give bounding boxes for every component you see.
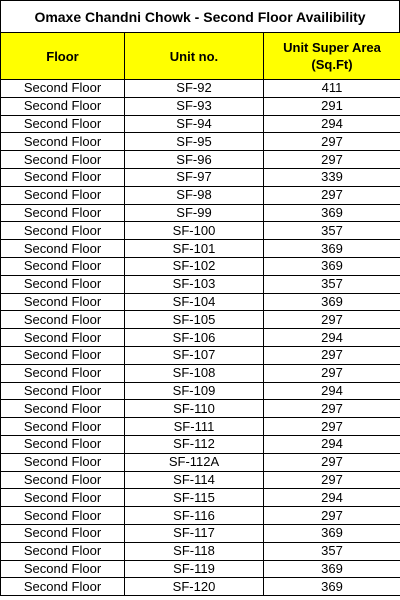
table-row [1,542,400,560]
cell-floor: Second Floor [1,471,125,489]
cell-floor: Second Floor [1,364,125,382]
cell-unit-no: SF-97 [125,168,264,186]
header-area-line1: Unit Super Area [283,40,381,55]
cell-floor: Second Floor [1,97,125,115]
cell-floor: Second Floor [1,151,125,169]
cell-floor: Second Floor [1,507,125,525]
table-row [1,329,400,347]
table-row [1,151,400,169]
table-row [1,222,400,240]
table-row [1,275,400,293]
cell-unit-area: 339 [264,168,400,186]
cell-unit-area: 297 [264,186,400,204]
cell-unit-no: SF-111 [125,418,264,436]
table-row [1,418,400,436]
cell-unit-area: 291 [264,97,400,115]
cell-unit-no: SF-112A [125,453,264,471]
table-row [1,489,400,507]
table-row [1,186,400,204]
cell-unit-area: 369 [264,204,400,222]
cell-unit-no: SF-108 [125,364,264,382]
cell-unit-no: SF-120 [125,578,264,596]
cell-unit-no: SF-118 [125,542,264,560]
cell-floor: Second Floor [1,240,125,258]
cell-floor: Second Floor [1,524,125,542]
cell-unit-area: 297 [264,133,400,151]
table-row [1,382,400,400]
cell-unit-area: 297 [264,471,400,489]
cell-unit-no: SF-106 [125,329,264,347]
cell-floor: Second Floor [1,80,125,98]
header-area-line2: (Sq.Ft) [311,57,353,72]
table-row [1,435,400,453]
cell-unit-area: 357 [264,222,400,240]
cell-floor: Second Floor [1,168,125,186]
cell-floor: Second Floor [1,329,125,347]
cell-floor: Second Floor [1,382,125,400]
cell-unit-area: 369 [264,524,400,542]
cell-floor: Second Floor [1,257,125,275]
header-unit-no: Unit no. [125,33,264,80]
table-row [1,578,400,596]
availability-table [0,32,400,596]
cell-unit-no: SF-114 [125,471,264,489]
table-body [1,80,400,596]
table-row [1,560,400,578]
cell-unit-no: SF-93 [125,97,264,115]
header-floor: Floor [1,33,125,80]
header-row [1,33,400,80]
cell-floor: Second Floor [1,435,125,453]
cell-unit-area: 369 [264,240,400,258]
table-row [1,364,400,382]
cell-unit-no: SF-110 [125,400,264,418]
cell-unit-area: 297 [264,400,400,418]
cell-floor: Second Floor [1,204,125,222]
cell-floor: Second Floor [1,275,125,293]
table-row [1,168,400,186]
cell-unit-area: 297 [264,453,400,471]
cell-unit-area: 357 [264,275,400,293]
table-row [1,133,400,151]
cell-unit-no: SF-116 [125,507,264,525]
table-row [1,257,400,275]
sheet-title: Omaxe Chandni Chowk - Second Floor Availibility [0,0,400,32]
cell-unit-area: 369 [264,293,400,311]
cell-floor: Second Floor [1,489,125,507]
cell-floor: Second Floor [1,453,125,471]
cell-unit-no: SF-102 [125,257,264,275]
cell-floor: Second Floor [1,578,125,596]
cell-unit-no: SF-109 [125,382,264,400]
cell-unit-no: SF-94 [125,115,264,133]
cell-unit-no: SF-107 [125,346,264,364]
cell-floor: Second Floor [1,418,125,436]
table-row [1,346,400,364]
cell-unit-area: 294 [264,435,400,453]
cell-floor: Second Floor [1,560,125,578]
cell-unit-area: 294 [264,329,400,347]
cell-unit-no: SF-95 [125,133,264,151]
cell-unit-no: SF-112 [125,435,264,453]
table-row [1,311,400,329]
header-unit-super-area [264,33,400,80]
table-row [1,97,400,115]
cell-unit-no: SF-117 [125,524,264,542]
table-row [1,80,400,98]
table-row [1,471,400,489]
table-row [1,204,400,222]
cell-unit-area: 294 [264,115,400,133]
cell-unit-area: 369 [264,560,400,578]
cell-floor: Second Floor [1,400,125,418]
cell-unit-area: 297 [264,311,400,329]
cell-unit-area: 297 [264,364,400,382]
cell-unit-no: SF-96 [125,151,264,169]
cell-floor: Second Floor [1,186,125,204]
cell-unit-no: SF-104 [125,293,264,311]
cell-unit-area: 369 [264,257,400,275]
cell-unit-no: SF-101 [125,240,264,258]
cell-floor: Second Floor [1,293,125,311]
table-row [1,115,400,133]
cell-unit-area: 411 [264,80,400,98]
cell-unit-no: SF-103 [125,275,264,293]
cell-floor: Second Floor [1,311,125,329]
cell-unit-area: 297 [264,346,400,364]
cell-floor: Second Floor [1,115,125,133]
cell-unit-area: 297 [264,507,400,525]
cell-unit-area: 369 [264,578,400,596]
cell-unit-area: 297 [264,418,400,436]
cell-floor: Second Floor [1,346,125,364]
table-row [1,240,400,258]
cell-floor: Second Floor [1,133,125,151]
table-row [1,400,400,418]
cell-unit-no: SF-100 [125,222,264,240]
cell-unit-area: 357 [264,542,400,560]
table-row [1,524,400,542]
table-row [1,293,400,311]
cell-unit-no: SF-99 [125,204,264,222]
cell-floor: Second Floor [1,222,125,240]
cell-unit-no: SF-115 [125,489,264,507]
cell-floor: Second Floor [1,542,125,560]
cell-unit-no: SF-105 [125,311,264,329]
cell-unit-no: SF-119 [125,560,264,578]
cell-unit-area: 294 [264,489,400,507]
cell-unit-no: SF-98 [125,186,264,204]
cell-unit-area: 294 [264,382,400,400]
table-row [1,507,400,525]
cell-unit-area: 297 [264,151,400,169]
cell-unit-no: SF-92 [125,80,264,98]
table-row [1,453,400,471]
